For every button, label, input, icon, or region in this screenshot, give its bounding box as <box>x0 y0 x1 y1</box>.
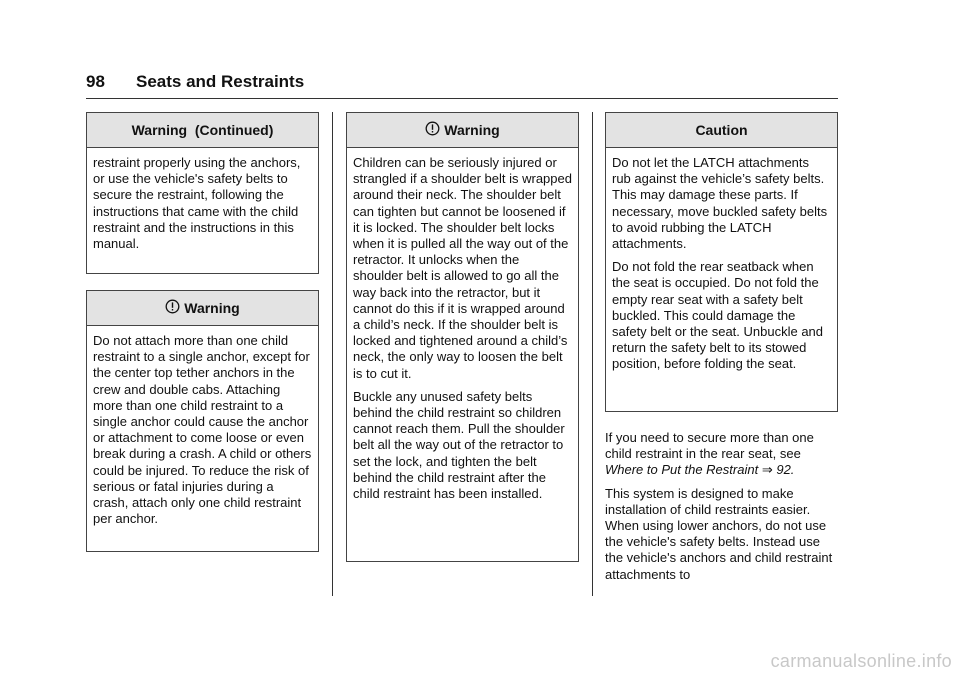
box-paragraph: Children can be seriously injured or strangled if a shoulder belt is wrapped around their neck. The shoulder belt can tighten but cannot be loosened if it is locked. The shoulder belt locks when it is pulled all the way out of the retractor. It unlocks when the shoulder belt is allowed to go all the way back into the retractor, but it cannot do this if it is wrapped around a child’s neck. If the shoulder belt is locked and tightened around a child’s neck, the only way to loosen the belt is to cut it. <box>353 155 572 381</box>
paragraph: This system is designed to make installation of child restraints easier. When using lower anchors, do not use the vehicle's safety belts. Instead use the vehicle's anchors and child restraint attachments to <box>605 485 833 582</box>
warning-continued-box <box>86 112 319 274</box>
watermark: carmanualsonline.info <box>770 651 952 671</box>
box-body <box>87 326 318 527</box>
box-title: Warning (Continued) <box>131 122 274 138</box>
cross-reference-link[interactable]: Where to Put the Restraint <box>605 462 759 478</box>
box-heading <box>347 113 578 148</box>
caution-box <box>605 112 838 412</box>
box-title: Warning <box>444 122 500 138</box>
warning-box-anchors <box>86 290 319 552</box>
paragraph <box>605 430 841 479</box>
box-text: Do not attach more than one child restraint to a single anchor, except for the center top tether anchors in the crew and double cabs. Attaching more than one child restraint to a single anchor could cause the anchor or attachment to come loose or even break during a crash. A child or others could be injured. To reduce the risk of serious or fatal injuries during a crash, attach only one child restraint per anchor. <box>93 333 312 527</box>
box-title: Warning <box>184 300 240 316</box>
box-heading <box>87 113 318 148</box>
box-paragraph: Do not fold the rear seatback when the seat is occupied. Do not fold the empty rear seat with a safety belt buckled. This could damage the safety belt or the seat. Unbuckle and return the safety belt to its stowed position, before folding the seat. <box>612 259 824 372</box>
body-text <box>605 430 841 590</box>
page-header <box>86 70 838 99</box>
box-body <box>347 148 578 502</box>
box-paragraph: Buckle any unused safety belts behind the child restraint so children cannot reach them. Pull the shoulder belt all the way out of the retractor to set the lock, and tighten the belt behind the child restraint after the child restraint has been installed. <box>353 388 565 502</box>
box-body <box>606 148 837 373</box>
page-ref-icon: ⇒ <box>761 462 773 478</box>
box-title: Caution <box>695 122 748 138</box>
page-ref-number[interactable]: 92. <box>776 462 795 478</box>
box-heading <box>606 113 837 148</box>
box-body <box>87 148 318 252</box>
section-title: Seats and Restraints <box>136 72 305 91</box>
warning-icon <box>165 299 180 317</box>
warning-box-shoulder-belt <box>346 112 579 562</box>
column-divider <box>332 112 333 596</box>
warning-icon <box>425 121 440 139</box>
page-number: 98 <box>86 72 105 91</box>
box-heading <box>87 291 318 326</box>
paragraph-text: If you need to secure more than one child restraint in the rear seat, see <box>605 430 814 462</box>
column-divider <box>592 112 593 596</box>
box-text: restraint properly using the anchors, or use the vehicle's safety belts to secure the restraint, following the instructions that came with the child restraint and the instructions in this manual. <box>93 155 301 252</box>
box-paragraph: Do not let the LATCH attachments rub against the vehicle’s safety belts. This may damage these parts. If necessary, move buckled safety belts to avoid rubbing the LATCH attachments. <box>612 155 828 252</box>
